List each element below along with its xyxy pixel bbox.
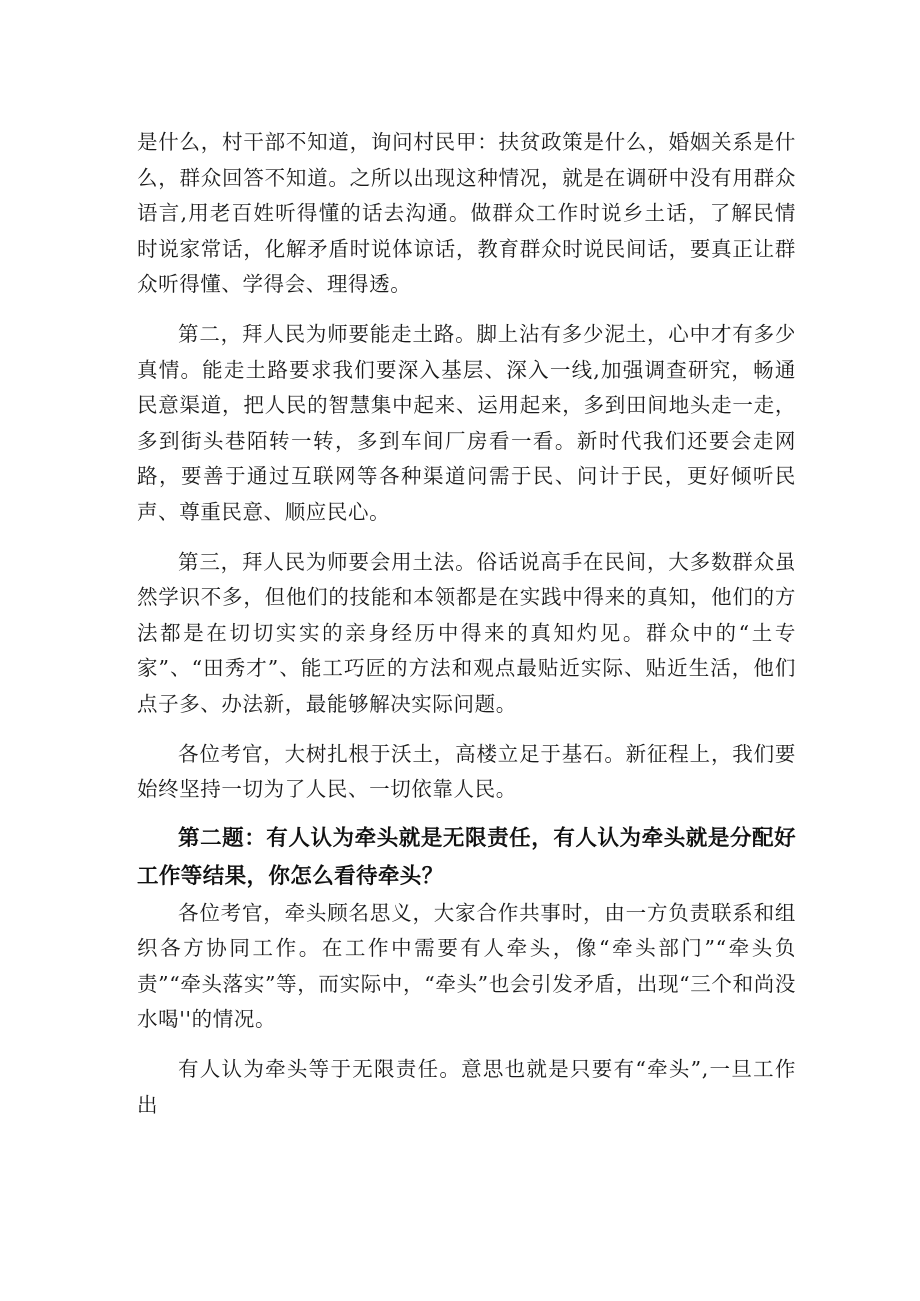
paragraph-conclusion: 各位考官，大树扎根于沃土，高楼立足于基石。新征程上，我们要始终坚持一切为了人民、一切依靠人民。 bbox=[137, 741, 796, 802]
paragraph-point-two: 第二，拜人民为师要能走土路。脚上沾有多少泥土，心中才有多少真情。能走土路要求我们要深入基层、深入一线,加强调查研究，畅通民意渠道，把人民的智慧集中起来、运用起来，多到田间地头走一走，多到街头巷陌转一转，多到车间厂房看一看。新时代我们还要会走网路，要善于通过互联网等各种渠道问需于民、问计于民，更好倾听民声、尊重民意、顺应民心。 bbox=[137, 321, 796, 524]
question-heading: 第二题：有人认为牵头就是无限责任，有人认为牵头就是分配好工作等结果，你怎么看待牵头？ bbox=[137, 825, 796, 889]
paragraph-view-one: 有人认为牵头等于无限责任。意思也就是只要有“牵头”,一旦工作出 bbox=[137, 1057, 796, 1117]
paragraph-continuation: 是什么，村干部不知道，询问村民甲：扶贫政策是什么，婚姻关系是什么，群众回答不知道。之所以出现这种情况，就是在调研中没有用群众语言,用老百姓听得懂的话去沟通。做群众工作时说乡土话，了解民情时说家常话，化解矛盾时说体谅话，教育群众时说民间话，要真正让群众听得懂、学得会、理得透。 bbox=[137, 130, 796, 297]
paragraph-point-three: 第三，拜人民为师要会用土法。俗话说高手在民间，大多数群众虽然学识不多，但他们的技能和本领都是在实践中得来的真知，他们的方法都是在切切实实的亲身经历中得来的真知灼见。群众中的“土专家”、“田秀才”、能工巧匠的方法和观点最贴近实际、贴近生活，他们点子多、办法新，最能够解决实际问题。 bbox=[137, 549, 796, 716]
paragraph-question-intro: 各位考官，牵头顾名思义，大家合作共事时，由一方负责联系和组织各方协同工作。在工作中需要有人牵头，像“牵头部门”“牵头负责”“牵头落实”等，而实际中，“牵头”也会引发矛盾，出现“三个和尚没水喝''的情况。 bbox=[137, 900, 796, 1032]
